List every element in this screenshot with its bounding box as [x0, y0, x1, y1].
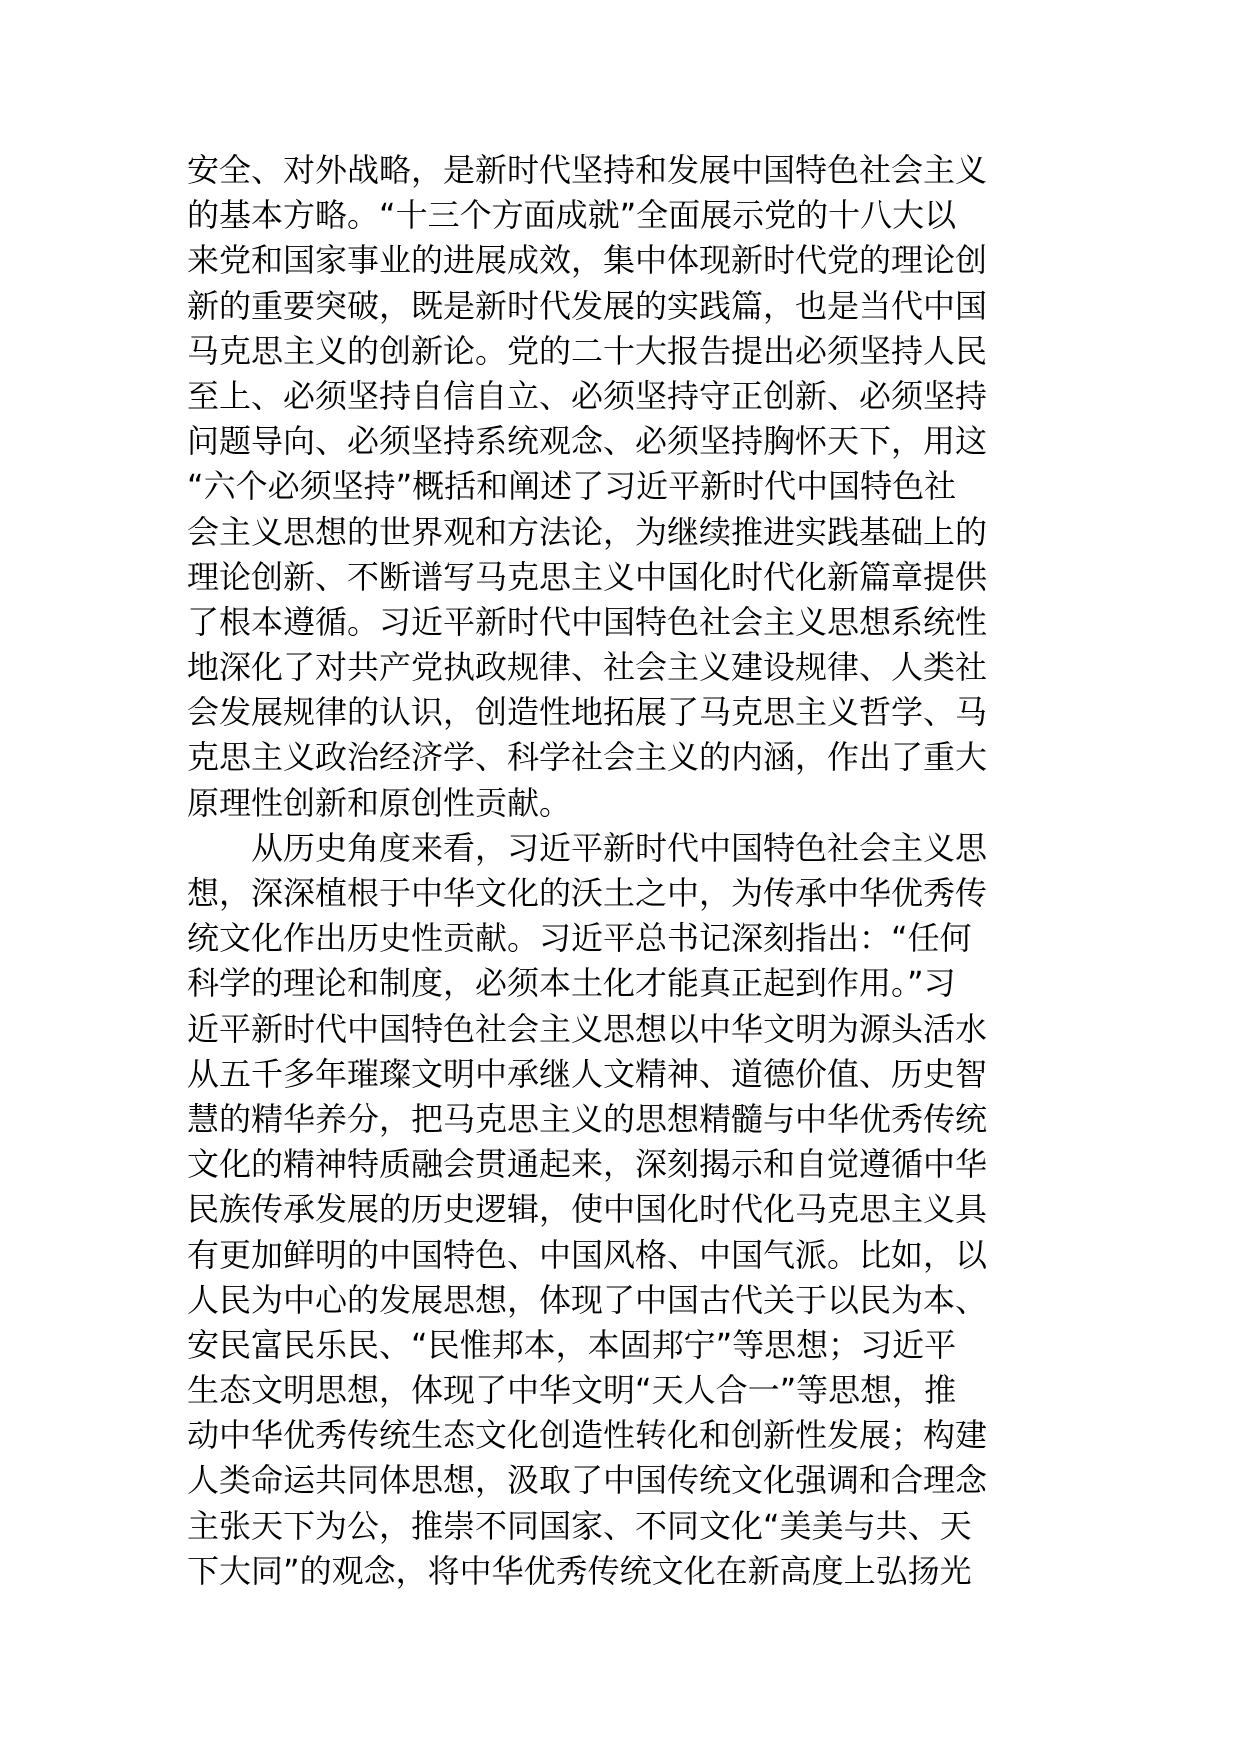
paragraph-1 [187, 148, 1057, 826]
text-line: 人类命运共同体思想，汲取了中国传统文化强调和合理念 [187, 1461, 988, 1500]
text-line: 主张天下为公，推崇不同国家、不同文化“美美与共、天 [187, 1506, 972, 1545]
text-line: 原理性创新和原创性贡献。 [187, 783, 572, 822]
text-line: 下大同”的观念，将中华优秀传统文化在新高度上弘扬光 [187, 1551, 972, 1590]
text-line: “六个必须坚持”概括和阐述了习近平新时代中国特色社 [187, 467, 957, 506]
text-line: 来党和国家事业的进展成效，集中体现新时代党的理论创 [187, 241, 988, 280]
text-line: 了根本遵循。习近平新时代中国特色社会主义思想系统性 [187, 602, 988, 641]
text-line: 至上、必须坚持自信自立、必须坚持守正创新、必须坚持 [187, 376, 988, 415]
paragraph-2 [187, 826, 1057, 1594]
text-line: 慧的精华养分，把马克思主义的思想精髓与中华优秀传统 [187, 1099, 988, 1138]
text-line: 从五千多年璀璨文明中承继人文精神、道德价值、历史智 [187, 1054, 988, 1093]
text-line: 马克思主义的创新论。党的二十大报告提出必须坚持人民 [187, 331, 988, 370]
text-line: 科学的理论和制度，必须本土化才能真正起到作用。”习 [187, 964, 956, 1003]
text-line: 会主义思想的世界观和方法论，为继续推进实践基础上的 [187, 512, 988, 551]
text-line: 地深化了对共产党执政规律、社会主义建设规律、人类社 [187, 648, 988, 687]
text-line: 会发展规律的认识，创造性地拓展了马克思主义哲学、马 [187, 693, 988, 732]
text-line: 新的重要突破，既是新时代发展的实践篇，也是当代中国 [187, 286, 988, 325]
text-line: 文化的精神特质融会贯通起来，深刻揭示和自觉遵循中华 [187, 1145, 988, 1184]
text-line: 生态文明思想，体现了中华文明“天人合一”等思想，推 [187, 1371, 957, 1410]
text-line: 问题导向、必须坚持系统观念、必须坚持胸怀天下，用这 [187, 422, 988, 461]
text-line: 想，深深植根于中华文化的沃土之中，为传承中华优秀传 [187, 874, 988, 912]
text-line: 的基本方略。“十三个方面成就”全面展示党的十八大以 [187, 196, 957, 235]
text-line: 民族传承发展的历史逻辑，使中国化时代化马克思主义具 [187, 1190, 988, 1229]
text-line: 统文化作出历史性贡献。习近平总书记深刻指出：“任何 [187, 919, 972, 958]
text-line: 安民富民乐民、“民惟邦本，本固邦宁”等思想；习近平 [187, 1325, 957, 1364]
text-line: 人民为中心的发展思想，体现了中国古代关于以民为本、 [187, 1280, 988, 1319]
text-line: 从历史角度来看，习近平新时代中国特色社会主义思 [251, 828, 988, 867]
text-line: 有更加鲜明的中国特色、中国风格、中国气派。比如，以 [187, 1235, 988, 1274]
text-line: 动中华优秀传统生态文化创造性转化和创新性发展；构建 [187, 1416, 988, 1455]
text-line: 安全、对外战略，是新时代坚持和发展中国特色社会主义 [187, 151, 988, 189]
text-line: 理论创新、不断谱写马克思主义中国化时代化新篇章提供 [187, 557, 988, 596]
body-text [187, 148, 1057, 1594]
text-line: 近平新时代中国特色社会主义思想以中华文明为源头活水 [187, 1009, 988, 1048]
text-line: 克思主义政治经济学、科学社会主义的内涵，作出了重大 [187, 738, 988, 777]
